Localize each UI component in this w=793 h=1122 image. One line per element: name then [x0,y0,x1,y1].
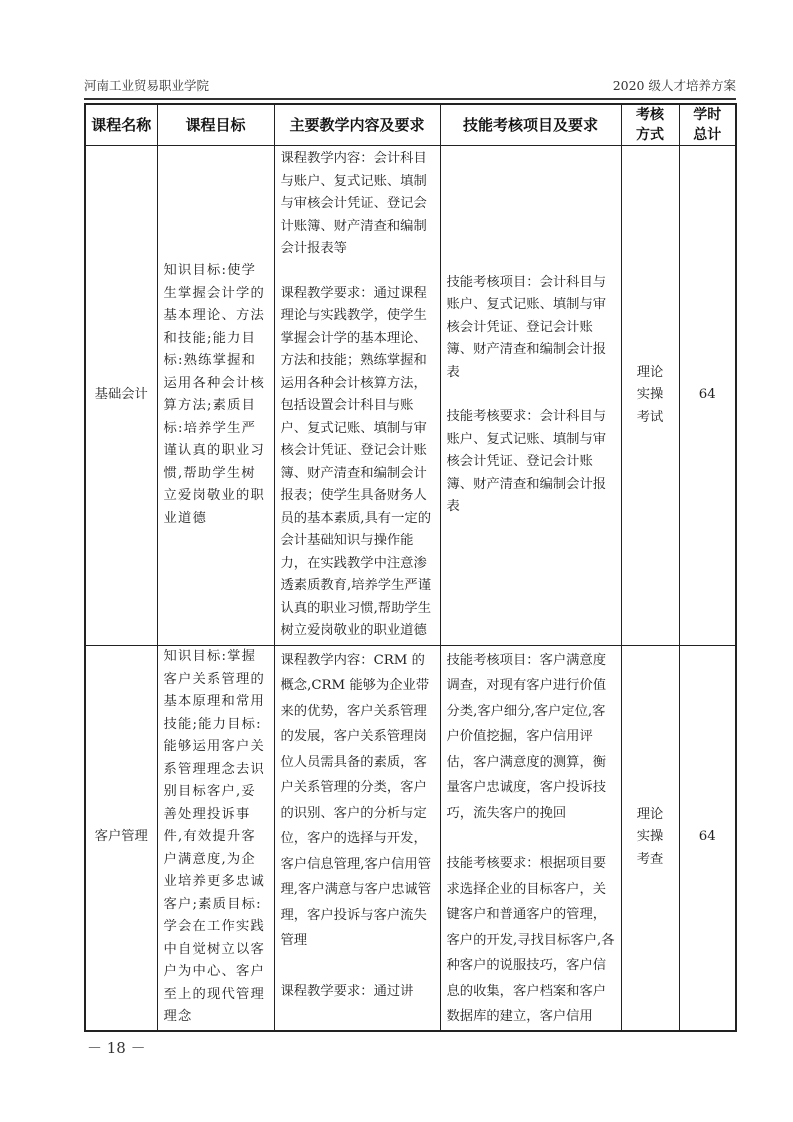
teaching-requirement: 课程教学要求：通过讲 [280,983,414,999]
main-content-cell [274,146,440,646]
page-number: － 18 － [87,1039,146,1057]
course-goal: 知识目标:使学生掌握会计学的基本理论、方法和技能;能力目标:熟练掌握和运用各种会计核算方法;素质目标:培养学生严谨认真的职业习惯,帮助学生树立爱岗敬业的职业道德 [157,146,274,646]
program-title: 2020 级人才培养方案 [612,78,736,93]
main-content-cell [274,645,440,1031]
skill-cell [440,645,621,1031]
school-name: 河南工业贸易职业学院 [84,78,210,93]
teaching-requirement: 课程教学要求：通过课程理论与实践教学，使学生掌握会计学的基本理论、方法和技能；熟练掌握和运用各种会计核算方法，包括设置会计科目与账户、复式记账、填制与审核会计凭证、登记会计账簿、财产清查和编制会计报表；使学生具备财务人员的基本素质,具有一定的会计基础知识与操作能力，在实践教学中注意渗透素质教育,培养学生严谨认真的职业习惯,帮助学生树立爱岗敬业的职业道德 [280,285,431,638]
assessment-method: 理论 实操 考试 [621,146,679,646]
course-table [84,103,737,1032]
table-row [85,146,736,646]
table-row [85,645,736,1031]
skill-requirement: 技能考核要求：会计科目与账户、复式记账、填制与审核会计凭证、登记会计账簿、财产清查和编制会计报表 [446,409,607,515]
col-main-content: 主要教学内容及要求 [274,104,440,146]
col-total-hours: 学时 总计 [679,104,736,146]
table-header-row [85,104,736,146]
skill-items: 技能考核项目：客户满意度调查，对现有客户进行价值分类,客户细分,客户定位,客户价值挖掘，客户信用评估，客户满意度的测算，衡量客户忠诚度，客户投诉技巧，流失客户的挽回 [446,652,607,821]
col-assessment-method: 考核 方式 [621,104,679,146]
skill-items: 技能考核项目：会计科目与账户、复式记账、填制与审核会计凭证、登记会计账簿、财产清查和编制会计报表 [446,274,607,380]
course-name: 客户管理 [85,645,157,1031]
course-name: 基础会计 [85,146,157,646]
skill-requirement: 技能考核要求：根据项目要求选择企业的目标客户，关键客户和普通客户的管理，客户的开发,寻找目标客户,各种客户的说服技巧，客户信息的收集，客户档案和客户数据库的建立，客户信用 [446,856,615,1024]
teaching-content: 课程教学内容：会计科目与账户、复式记账、填制与审核会计凭证、登记会计账簿、财产清查和编制会计报表等 [280,151,427,256]
teaching-content: 课程教学内容：CRM 的概念,CRM 能够为企业带来的优势，客户关系管理的发展，客户关系管理岗位人员需具备的素质，客户关系管理的分类，客户的识别、客户的分析与定位，客户的选择与开发，客户信息管理,客户信用管理,客户满意与客户忠诚管理，客户投诉与客户流失管理 [280,652,431,948]
total-hours: 64 [679,146,736,646]
course-goal: 知识目标:掌握客户关系管理的基本原理和常用技能;能力目标:能够运用客户关系管理理念去识别目标客户,妥善处理投诉事件,有效提升客户满意度,为企业培养更多忠诚客户;素质目标:学会在工作实践中自觉树立以客户为中心、客户至上的现代管理理念 [157,645,274,1031]
col-course-goal: 课程目标 [157,104,274,146]
col-course-name: 课程名称 [85,104,157,146]
total-hours: 64 [679,645,736,1031]
col-skill-assessment: 技能考核项目及要求 [440,104,621,146]
assessment-method: 理论 实操 考查 [621,645,679,1031]
page-header [84,76,736,100]
skill-cell [440,146,621,646]
